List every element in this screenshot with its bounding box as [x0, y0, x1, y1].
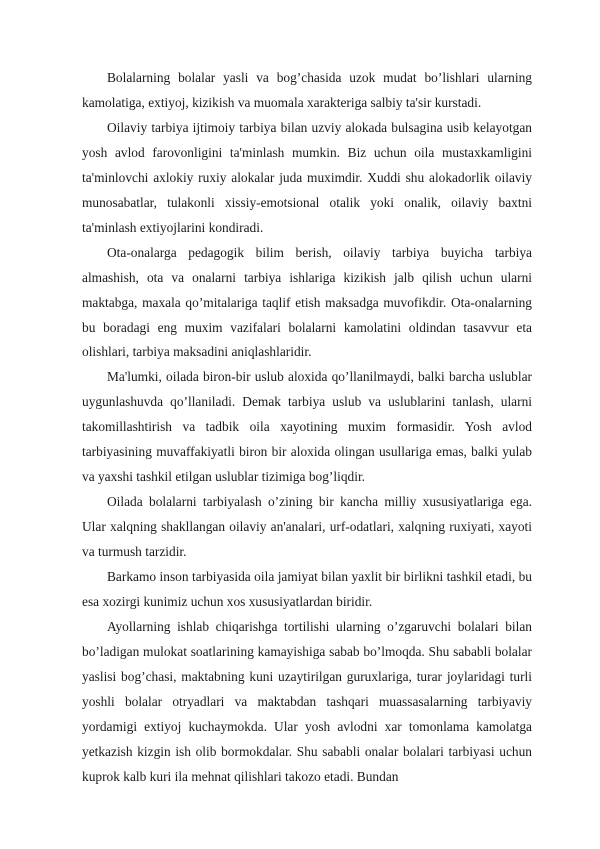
- paragraph: Ayollarning ishlab chiqarishga tortilishi ularning o’zgaruvchi bolalari bilan bo’ladigan mulokat soatlarining kamayishiga sabab bo’lmoqda. Shu sababli bolalar yaslisi bog’chasi, maktabning kuni uzaytirilgan guruxlariga, turar joylaridagi turli yoshli bolalar otryadlari va maktabdan tashqari muassasalarning tarbiyaviy yordamigi extiyoj kuchaymokda. Ular yosh avlodni xar tomonlama kamolatga yetkazish kizgin ish olib bormokdalar. Shu sababli onalar bolalari tarbiyasi uchun kuprok kalb kuri ila mehnat qilishlari takozo etadi. Bundan: [82, 618, 532, 784]
- paragraph: Ota-onalarga pedagogik bilim berish, oilaviy tarbiya buyicha tarbiya almashish, ota va onalarni tarbiya ishlariga kizikish jalb qilish uchun ularni maktabga, maxala qo’mitalariga taqlif etish maksadga muvofikdir. Ota-onalarning bu boradagi eng muxim vazifalari bolalarni kamolatini oldindan tasavvur eta olishlari, tarbiya maksadini aniqlashlaridir.: [82, 244, 532, 360]
- body-text: [82, 66, 532, 790]
- paragraph: Bolalarning bolalar yasli va bog’chasida uzok mudat bo’lishlari ularning kamolatiga, extiyoj, kizikish va muomala xarakteriga salbiy ta'sir kurstadi.: [82, 70, 532, 110]
- paragraph: Ma'lumki, oilada biron-bir uslub aloxida qo’llanilmaydi, balki barcha uslublar uygunlashuvda qo’llaniladi. Demak tarbiya uslub va uslublarini tanlash, ularni takomillashtirish va tadbik oila xayotining muxim formasidir. Yosh avlod tarbiyasining muvaffakiyatli biron bir aloxida olingan usullariga emas, balki yulab va yaxshi tashkil etilgan uslublar tizimiga bog’liqdir.: [82, 369, 532, 485]
- paragraph: Oilaviy tarbiya ijtimoiy tarbiya bilan uzviy alokada bulsagina usib kelayotgan yosh avlod farovonligini ta'minlash mumkin. Biz uchun oila mustaxkamligini ta'minlovchi axlokiy ruxiy alokalar juda muximdir. Xuddi shu alokadorlik oilaviy munosabatlar, tulakonli xissiy-emotsional otalik yoki onalik, oilaviy baxtni ta'minlash extiyojlarini kondiradi.: [82, 119, 532, 235]
- paragraph: Oilada bolalarni tarbiyalash o’zining bir kancha milliy xususiyatlariga ega. Ular xalqning shakllangan oilaviy an'analari, urf-odatlari, xalqning ruxiyati, xayoti va turmush tarzidir.: [82, 494, 532, 560]
- paragraph: Barkamo inson tarbiyasida oila jamiyat bilan yaxlit bir birlikni tashkil etadi, bu esa xozirgi kunimiz uchun xos xususiyatlardan biridir.: [82, 569, 532, 610]
